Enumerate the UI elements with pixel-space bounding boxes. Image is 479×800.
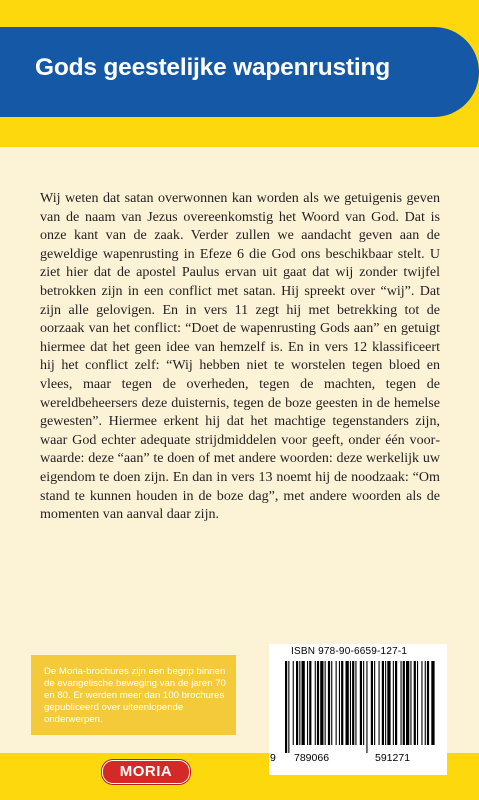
series-info-text: De Moria-brochures zijn een begrip binnen de evangelische beweging van de jaren 70 en 80. Er werden meer dan 100 brochures gepubliceerd over uiteenlopende onderwerpen.: [44, 666, 226, 726]
barcode-digits-left: 789066: [294, 752, 330, 764]
isbn-label: ISBN 978-90-6659-127-1: [291, 646, 408, 657]
barcode-digit-prefix: 9: [270, 752, 276, 764]
barcode-icon: [279, 661, 439, 753]
moria-logo: MORIA: [102, 760, 190, 784]
book-title: Gods geestelijke wapenrusting: [35, 54, 390, 81]
back-cover-text: Wij weten dat satan overwonnen kan worden als we getuigenis geven van de naam van Jezus overeenkomstig het Woord van God. Dat is onze kant van de zaak. Verder zullen we aandacht geven aan de geweldige wapenrusting in Efeze 6 die God ons beschikbaar stelt. U ziet hier dat de apostel Paulus ervan uit gaat dat wij zonder twijfel betrokken zijn in een conflict met satan. Hij spreekt over “wij”. Dat zijn alle gelovigen. En in vers 11 zegt hij met betrekking tot de oorzaak van het conflict: “Doet de wapenrusting Gods aan” en getuigt hiermee dat het geen idee van hemzelf is. En in vers 12 klassificeert hij het conflict zelf: “Wij hebben niet te worstelen tegen bloed en vlees, maar tegen de overheden, tegen de machten, tegen de wereldbeheersers deze duisternis, tegen de boze geesten in de hemelse gewesten”. Hiermee erkent hij dat het machtige tegenstanders zijn, waar God echter adequate strijdmiddelen voor geeft, onder één voorwaarde: deze “aan” te doen of met andere woorden: deze werkelijk uw eigendom te doen zijn. En dan in vers 13 noemt hij de noodzaak: “Om stand te kunnen houden in de boze dag”, met andere woorden als de momenten van aanval daar zijn.: [40, 190, 440, 523]
barcode-digits-right: 591271: [375, 752, 411, 764]
